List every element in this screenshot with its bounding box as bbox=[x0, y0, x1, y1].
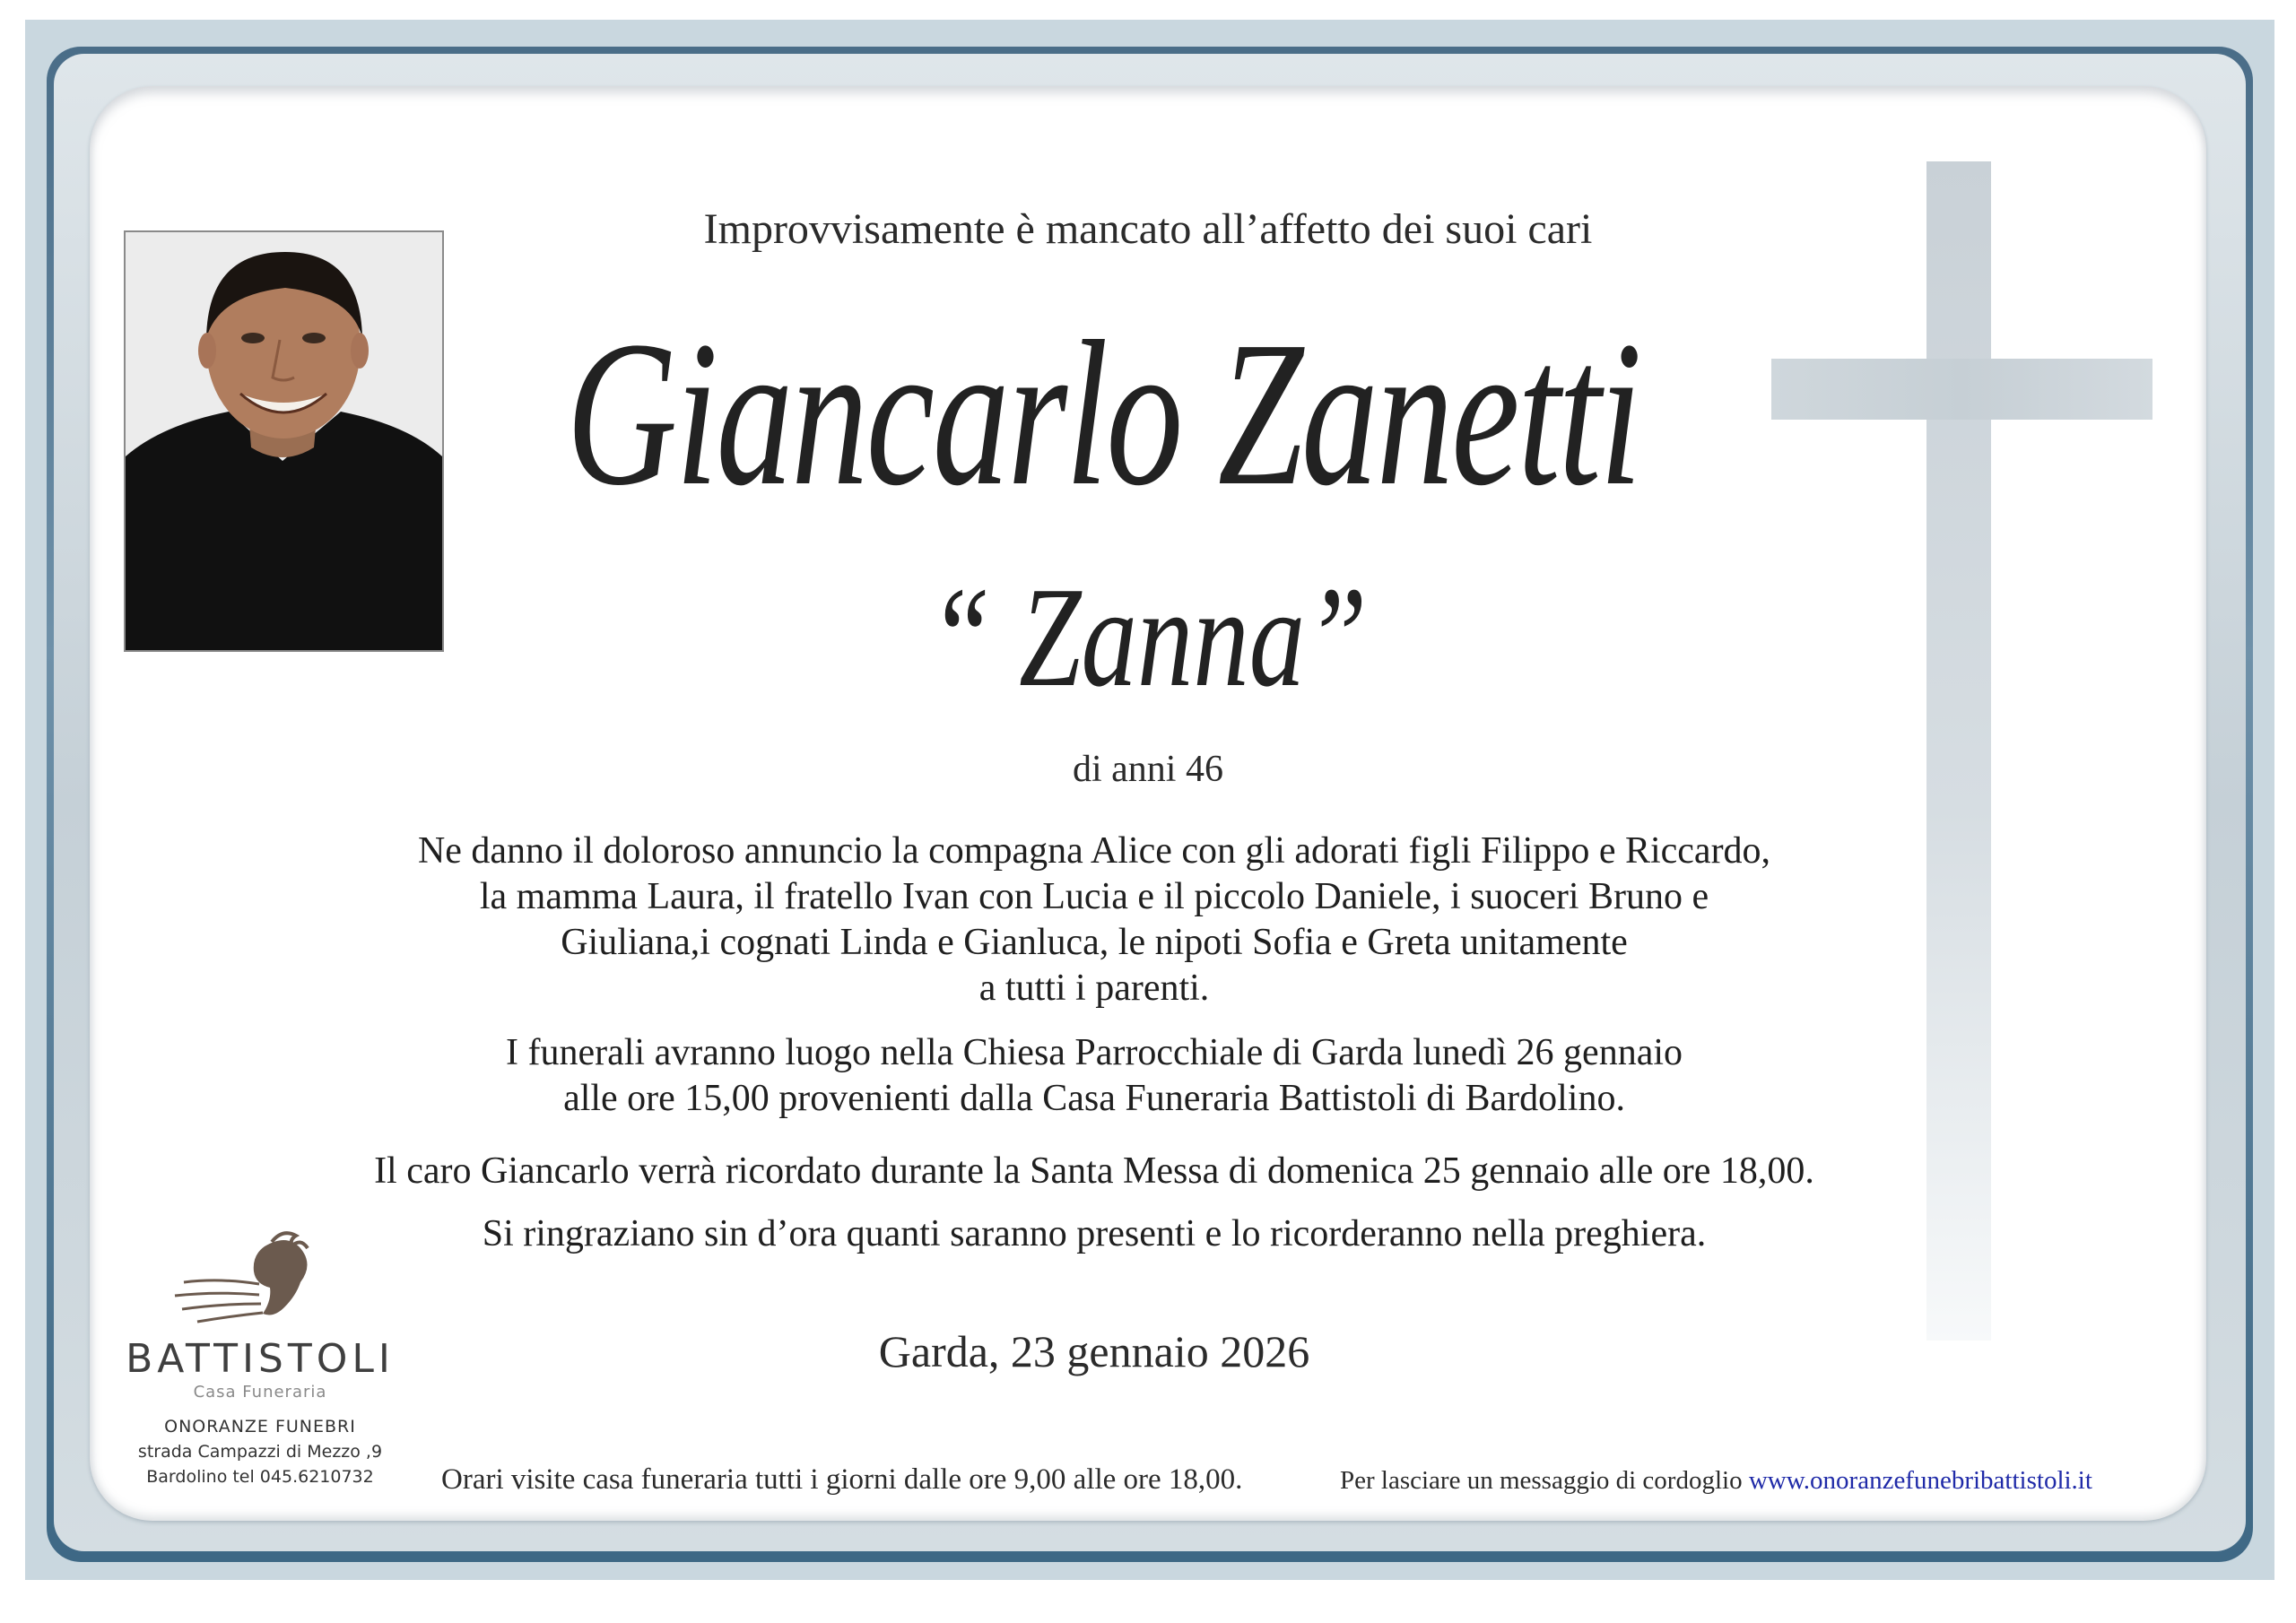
visiting-hours: Orari visite casa funeraria tutti i giorni dalle ore 9,00 alle ore 18,00. bbox=[441, 1463, 1243, 1496]
logo-address: strada Campazzi di Mezzo ,9 bbox=[137, 1442, 383, 1462]
age-text: di anni 46 bbox=[1073, 749, 1223, 790]
intro-text: Improvvisamente è mancato all’affetto dei suoi cari bbox=[703, 205, 1593, 253]
deceased-name-text: Giancarlo Zanetti bbox=[566, 299, 1640, 529]
funeral-line: I funerali avranno luogo nella Chiesa Parrocchiale di Garda lunedì 26 gennaio bbox=[505, 1032, 1683, 1073]
logo-phone: Bardolino tel 045.6210732 bbox=[146, 1467, 374, 1487]
logo-service: ONORANZE FUNEBRI bbox=[164, 1417, 356, 1436]
announcement-line: Giuliana,i cognati Linda e Gianluca, le nipoti Sofia e Greta unitamente bbox=[561, 922, 1628, 963]
announcement-line: la mamma Laura, il fratello Ivan con Lucia e il piccolo Daniele, i suoceri Bruno e bbox=[479, 876, 1709, 917]
place-date: Garda, 23 gennaio 2026 bbox=[878, 1326, 1310, 1376]
announcement-line: Ne danno il doloroso annuncio la compagna Alice con gli adorati figli Filippo e Riccardo, bbox=[417, 830, 1771, 872]
mass-line: Il caro Giancarlo verrà ricordato durante la Santa Messa di domenica 25 gennaio alle ore 18,00. bbox=[374, 1150, 1814, 1192]
condolence-prefix: Per lasciare un messaggio di cordoglio bbox=[1340, 1466, 1743, 1495]
funeral-line: alle ore 15,00 provenienti dalla Casa Funeraria Battistoli di Bardolino. bbox=[563, 1078, 1625, 1119]
announcement-line: a tutti i parenti. bbox=[978, 968, 1210, 1009]
logo-subtitle: Casa Funeraria bbox=[193, 1383, 327, 1402]
funeral-paragraph bbox=[0, 1030, 2188, 1122]
website-link[interactable]: www.onoranzefunebribattistoli.it bbox=[1748, 1466, 2092, 1495]
nickname: “ Zanna” bbox=[928, 557, 1368, 716]
logo-name: BATTISTOLI bbox=[126, 1336, 395, 1382]
condolence-message bbox=[1340, 1466, 2092, 1496]
thanks-line: Si ringraziano sin d’ora quanti saranno presenti e lo ricorderanno nella preghiera. bbox=[482, 1213, 1707, 1254]
announcement-paragraph bbox=[0, 829, 2188, 1011]
funeral-home-logo bbox=[126, 1228, 395, 1497]
logo-head-icon bbox=[166, 1228, 354, 1336]
